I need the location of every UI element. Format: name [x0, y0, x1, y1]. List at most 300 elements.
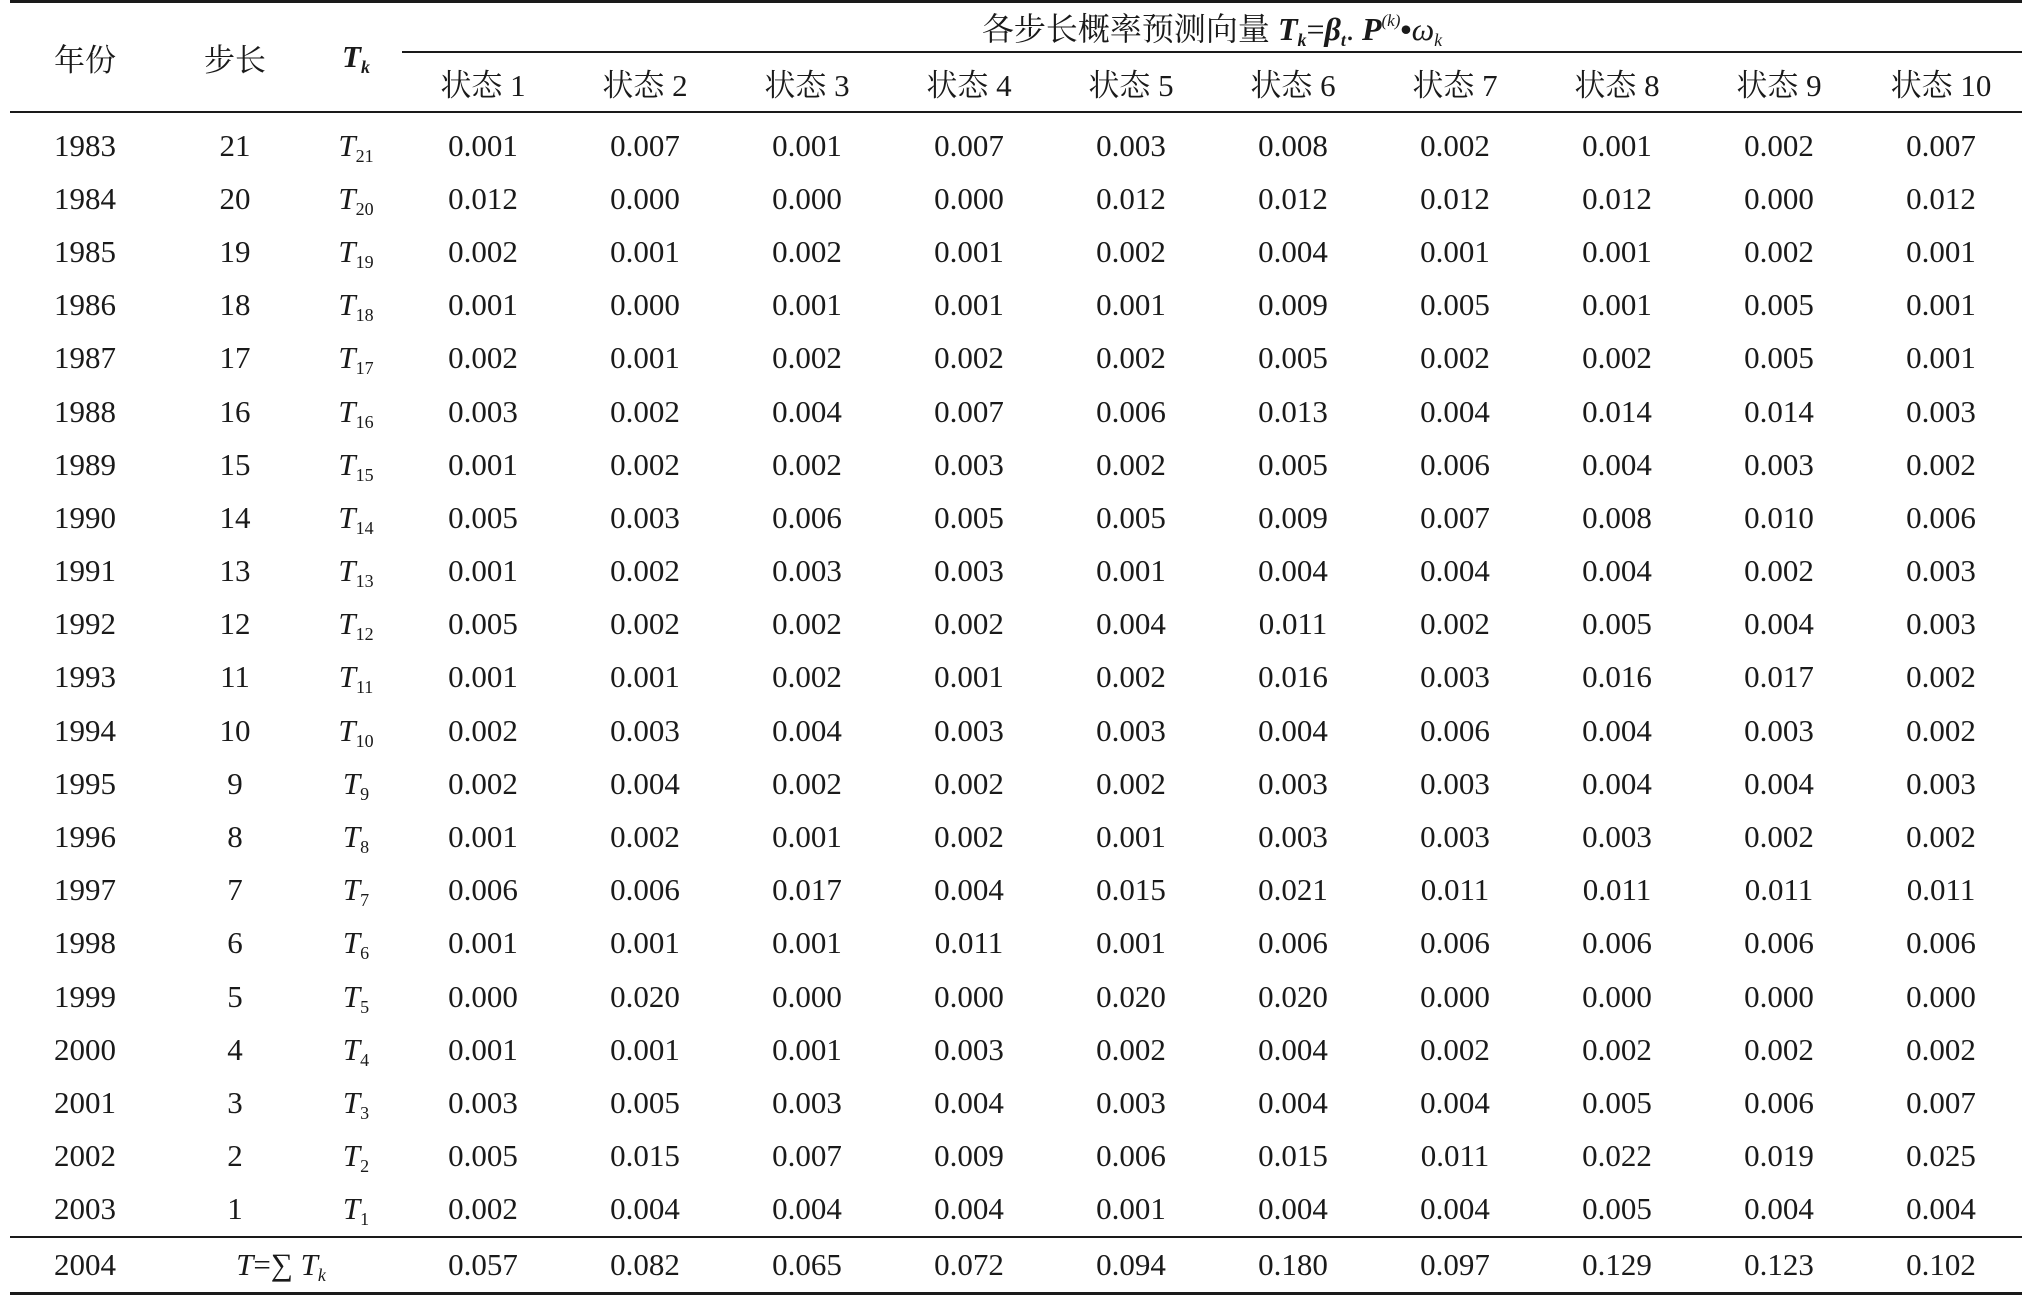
state-header-2: 状态 2	[564, 52, 726, 112]
state-value-cell: 0.002	[772, 233, 842, 269]
tk-cell: $T_4$	[342, 1031, 370, 1070]
state-value-cell: 0.006	[610, 872, 680, 908]
state-value-cell: 0.007	[934, 127, 1004, 163]
tk-cell: $T_{21}$	[338, 127, 374, 166]
state-value-cell: 0.004	[610, 1191, 680, 1227]
state-value-cell: 0.006	[1744, 1084, 1814, 1120]
step-cell: 4	[227, 1031, 243, 1067]
group-title: 各步长概率预测向量 $T_k=\beta_t$. $P^{(k)}•\omega_k$	[402, 2, 2022, 53]
state-value-cell: 0.003	[1906, 393, 1976, 429]
state-value-cell: 0.003	[1420, 659, 1490, 695]
state-value-cell: 0.004	[934, 1084, 1004, 1120]
state-value-cell: 0.003	[1744, 712, 1814, 748]
state-value-cell: 0.022	[1582, 1138, 1652, 1174]
state-value-cell: 0.009	[934, 1138, 1004, 1174]
state-value-cell: 0.005	[1582, 1191, 1652, 1227]
state-value-cell: 0.002	[1744, 1031, 1814, 1067]
table-row	[10, 1130, 2022, 1183]
state-value-cell: 0.002	[1744, 233, 1814, 269]
state-value-cell: 0.004	[1420, 1191, 1490, 1227]
state-value-cell: 0.001	[610, 340, 680, 376]
state-value-cell: 0.003	[610, 499, 680, 535]
total-value-cell: 0.097	[1374, 1237, 1536, 1294]
state-value-cell: 0.002	[1420, 340, 1490, 376]
total-value-cell: 0.102	[1860, 1237, 2022, 1294]
state-value-cell: 0.001	[448, 819, 518, 855]
state-value-cell: 0.020	[610, 978, 680, 1014]
tk-cell: $T_{11}$	[338, 659, 374, 698]
state-value-cell: 0.001	[1582, 287, 1652, 323]
state-value-cell: 0.000	[1906, 978, 1976, 1014]
state-value-cell: 0.004	[1744, 606, 1814, 642]
state-value-cell: 0.003	[1420, 819, 1490, 855]
state-value-cell: 0.000	[1744, 978, 1814, 1014]
total-value-cell: 0.180	[1212, 1237, 1374, 1294]
state-value-cell: 0.001	[772, 819, 842, 855]
state-value-cell: 0.002	[448, 233, 518, 269]
state-value-cell: 0.017	[772, 872, 842, 908]
state-value-cell: 0.003	[448, 1084, 518, 1120]
year-cell: 1990	[54, 499, 116, 535]
state-value-cell: 0.011	[934, 925, 1004, 961]
state-value-cell: 0.001	[1906, 340, 1976, 376]
state-value-cell: 0.002	[934, 765, 1004, 801]
total-value-cell: 0.123	[1698, 1237, 1860, 1294]
step-cell: 1	[227, 1191, 243, 1227]
table-row	[10, 279, 2022, 332]
group-title-text: 各步长概率预测向量	[981, 11, 1278, 47]
tk-cell: $T_1$	[342, 1191, 370, 1230]
state-value-cell: 0.003	[1906, 553, 1976, 589]
tk-cell: $T_2$	[342, 1138, 370, 1177]
state-value-cell: 0.004	[1906, 1191, 1976, 1227]
state-value-cell: 0.014	[1582, 393, 1652, 429]
state-value-cell: 0.004	[1744, 765, 1814, 801]
tk-cell: $T_{15}$	[338, 446, 374, 485]
state-value-cell: 0.000	[1582, 978, 1652, 1014]
year-cell: 1999	[54, 978, 116, 1014]
table-row	[10, 1183, 2022, 1237]
state-value-cell: 0.005	[1582, 1084, 1652, 1120]
state-header-7: 状态 7	[1374, 52, 1536, 112]
tk-cell: $T_{20}$	[338, 180, 374, 219]
total-label-cell: T=∑ $T_k$	[160, 1237, 402, 1294]
state-value-cell: 0.006	[1258, 925, 1328, 961]
year-cell: 1998	[54, 925, 116, 961]
state-value-cell: 0.011	[1906, 872, 1976, 908]
state-value-cell: 0.001	[448, 1031, 518, 1067]
state-value-cell: 0.011	[1258, 606, 1328, 642]
state-value-cell: 0.011	[1420, 872, 1490, 908]
state-value-cell: 0.003	[934, 712, 1004, 748]
state-value-cell: 0.002	[1744, 553, 1814, 589]
state-value-cell: 0.012	[1582, 180, 1652, 216]
tk-cell: $T_3$	[342, 1084, 370, 1123]
state-value-cell: 0.002	[1420, 127, 1490, 163]
state-value-cell: 0.001	[1582, 233, 1652, 269]
state-value-cell: 0.006	[1420, 712, 1490, 748]
step-cell: 15	[219, 446, 251, 482]
year-cell: 1984	[54, 180, 116, 216]
tk-cell: $T_{12}$	[338, 606, 374, 645]
state-value-cell: 0.005	[1258, 340, 1328, 376]
state-value-cell: 0.007	[1906, 1084, 1976, 1120]
state-value-cell: 0.005	[1258, 446, 1328, 482]
year-cell: 1995	[54, 765, 116, 801]
state-value-cell: 0.003	[934, 446, 1004, 482]
state-value-cell: 0.004	[1258, 233, 1328, 269]
step-cell: 9	[227, 765, 243, 801]
year-cell: 1988	[54, 393, 116, 429]
state-value-cell: 0.003	[1906, 765, 1976, 801]
state-value-cell: 0.006	[772, 499, 842, 535]
step-cell: 17	[219, 340, 251, 376]
state-value-cell: 0.002	[1096, 659, 1166, 695]
state-value-cell: 0.002	[610, 393, 680, 429]
state-value-cell: 0.002	[1906, 712, 1976, 748]
state-value-cell: 0.013	[1258, 393, 1328, 429]
tk-cell: $T_{14}$	[338, 499, 374, 538]
state-value-cell: 0.001	[448, 553, 518, 589]
state-value-cell: 0.000	[1744, 180, 1814, 216]
tk-cell: $T_{17}$	[338, 340, 374, 379]
state-value-cell: 0.002	[610, 606, 680, 642]
state-value-cell: 0.004	[1258, 712, 1328, 748]
step-header: 步长	[160, 2, 310, 113]
state-header-10: 状态 10	[1860, 52, 2022, 112]
state-value-cell: 0.002	[772, 659, 842, 695]
state-value-cell: 0.006	[1420, 925, 1490, 961]
state-value-cell: 0.002	[448, 765, 518, 801]
step-cell: 10	[219, 712, 251, 748]
state-value-cell: 0.012	[448, 180, 518, 216]
state-value-cell: 0.003	[1906, 606, 1976, 642]
table-header	[10, 2, 2022, 113]
state-value-cell: 0.005	[610, 1084, 680, 1120]
state-value-cell: 0.005	[934, 499, 1004, 535]
state-value-cell: 0.005	[448, 499, 518, 535]
state-value-cell: 0.016	[1582, 659, 1652, 695]
step-cell: 2	[227, 1138, 243, 1174]
state-value-cell: 0.002	[1420, 1031, 1490, 1067]
state-value-cell: 0.009	[1258, 287, 1328, 323]
state-value-cell: 0.002	[1744, 127, 1814, 163]
state-value-cell: 0.002	[610, 819, 680, 855]
step-cell: 12	[219, 606, 251, 642]
table-row	[10, 1076, 2022, 1129]
state-value-cell: 0.003	[1582, 819, 1652, 855]
state-value-cell: 0.020	[1258, 978, 1328, 1014]
state-value-cell: 0.002	[1744, 819, 1814, 855]
state-value-cell: 0.004	[1420, 553, 1490, 589]
state-value-cell: 0.004	[1420, 393, 1490, 429]
state-value-cell: 0.006	[1096, 1138, 1166, 1174]
state-value-cell: 0.000	[448, 978, 518, 1014]
step-cell: 16	[219, 393, 251, 429]
state-value-cell: 0.002	[772, 765, 842, 801]
state-value-cell: 0.001	[772, 1031, 842, 1067]
state-value-cell: 0.004	[1258, 1084, 1328, 1120]
state-value-cell: 0.003	[1096, 712, 1166, 748]
total-value-cell: 0.129	[1536, 1237, 1698, 1294]
state-value-cell: 0.004	[1420, 1084, 1490, 1120]
step-cell: 8	[227, 819, 243, 855]
state-value-cell: 0.004	[772, 1191, 842, 1227]
state-value-cell: 0.000	[772, 978, 842, 1014]
state-value-cell: 0.002	[934, 819, 1004, 855]
total-value-cell: 0.082	[564, 1237, 726, 1294]
state-value-cell: 0.005	[1096, 499, 1166, 535]
table-row	[10, 810, 2022, 863]
state-value-cell: 0.007	[934, 393, 1004, 429]
state-value-cell: 0.005	[448, 1138, 518, 1174]
state-value-cell: 0.000	[934, 180, 1004, 216]
state-value-cell: 0.002	[1906, 1031, 1976, 1067]
state-value-cell: 0.001	[610, 1031, 680, 1067]
state-value-cell: 0.002	[610, 553, 680, 589]
state-header-4: 状态 4	[888, 52, 1050, 112]
state-value-cell: 0.002	[448, 340, 518, 376]
year-cell: 1992	[54, 606, 116, 642]
state-value-cell: 0.015	[610, 1138, 680, 1174]
state-value-cell: 0.008	[1258, 127, 1328, 163]
state-value-cell: 0.003	[448, 393, 518, 429]
step-cell: 20	[219, 180, 251, 216]
state-value-cell: 0.006	[1096, 393, 1166, 429]
year-cell: 1991	[54, 553, 116, 589]
year-cell: 1996	[54, 819, 116, 855]
state-value-cell: 0.004	[934, 872, 1004, 908]
table-row	[10, 385, 2022, 438]
state-value-cell: 0.003	[1744, 446, 1814, 482]
table-row	[10, 704, 2022, 757]
table-row	[10, 112, 2022, 172]
state-value-cell: 0.002	[772, 446, 842, 482]
state-value-cell: 0.001	[610, 233, 680, 269]
state-value-cell: 0.012	[1096, 180, 1166, 216]
state-value-cell: 0.002	[1906, 819, 1976, 855]
state-header-3: 状态 3	[726, 52, 888, 112]
step-cell: 6	[227, 925, 243, 961]
state-value-cell: 0.011	[1582, 872, 1652, 908]
state-value-cell: 0.002	[772, 340, 842, 376]
tk-cell: $T_8$	[342, 819, 370, 858]
state-value-cell: 0.004	[1582, 712, 1652, 748]
tk-cell: $T_{13}$	[338, 553, 374, 592]
table-row	[10, 438, 2022, 491]
state-value-cell: 0.003	[1096, 127, 1166, 163]
step-cell: 19	[219, 233, 251, 269]
state-value-cell: 0.003	[1096, 1084, 1166, 1120]
state-value-cell: 0.002	[1096, 446, 1166, 482]
year-header: 年份	[10, 2, 160, 113]
year-cell: 2003	[54, 1191, 116, 1227]
state-value-cell: 0.002	[1906, 659, 1976, 695]
state-header-6: 状态 6	[1212, 52, 1374, 112]
state-value-cell: 0.011	[1420, 1138, 1490, 1174]
state-value-cell: 0.001	[1096, 287, 1166, 323]
state-value-cell: 0.001	[1096, 553, 1166, 589]
total-value-cell: 0.094	[1050, 1237, 1212, 1294]
state-value-cell: 0.001	[772, 127, 842, 163]
state-value-cell: 0.001	[1582, 127, 1652, 163]
state-value-cell: 0.012	[1258, 180, 1328, 216]
state-header-1: 状态 1	[402, 52, 564, 112]
year-cell: 1994	[54, 712, 116, 748]
state-value-cell: 0.002	[1096, 233, 1166, 269]
step-cell: 14	[219, 499, 251, 535]
state-value-cell: 0.004	[1582, 553, 1652, 589]
state-value-cell: 0.001	[1906, 287, 1976, 323]
state-value-cell: 0.004	[1258, 1191, 1328, 1227]
state-value-cell: 0.009	[1258, 499, 1328, 535]
state-value-cell: 0.007	[1420, 499, 1490, 535]
state-value-cell: 0.001	[448, 287, 518, 323]
state-value-cell: 0.016	[1258, 659, 1328, 695]
state-value-cell: 0.006	[448, 872, 518, 908]
step-cell: 21	[219, 127, 251, 163]
year-cell: 1987	[54, 340, 116, 376]
table-row	[10, 864, 2022, 917]
state-value-cell: 0.002	[448, 1191, 518, 1227]
total-value-cell: 0.072	[888, 1237, 1050, 1294]
state-value-cell: 0.005	[1744, 287, 1814, 323]
state-value-cell: 0.006	[1906, 925, 1976, 961]
step-cell: 7	[227, 872, 243, 908]
tk-cell: $T_{19}$	[338, 233, 374, 272]
state-value-cell: 0.005	[1582, 606, 1652, 642]
state-value-cell: 0.004	[772, 393, 842, 429]
state-value-cell: 0.001	[448, 925, 518, 961]
state-value-cell: 0.001	[610, 925, 680, 961]
total-row	[10, 1237, 2022, 1294]
step-cell: 18	[219, 287, 251, 323]
year-cell: 2000	[54, 1031, 116, 1067]
state-value-cell: 0.002	[1096, 340, 1166, 376]
state-value-cell: 0.005	[1744, 340, 1814, 376]
state-value-cell: 0.003	[934, 553, 1004, 589]
state-value-cell: 0.001	[934, 233, 1004, 269]
tk-cell: $T_6$	[342, 925, 370, 964]
state-value-cell: 0.002	[1096, 765, 1166, 801]
tk-cell: $T_9$	[342, 765, 370, 804]
state-value-cell: 0.011	[1744, 872, 1814, 908]
state-value-cell: 0.002	[1582, 1031, 1652, 1067]
year-cell: 2002	[54, 1138, 116, 1174]
state-header-5: 状态 5	[1050, 52, 1212, 112]
state-value-cell: 0.004	[772, 712, 842, 748]
state-value-cell: 0.007	[1906, 127, 1976, 163]
tk-cell: $T_{10}$	[338, 712, 374, 751]
state-value-cell: 0.003	[1258, 765, 1328, 801]
state-value-cell: 0.010	[1744, 499, 1814, 535]
tk-cell: $T_7$	[342, 872, 370, 911]
year-cell: 2001	[54, 1084, 116, 1120]
table-row	[10, 545, 2022, 598]
state-value-cell: 0.001	[1906, 233, 1976, 269]
state-value-cell: 0.012	[1420, 180, 1490, 216]
state-value-cell: 0.025	[1906, 1138, 1976, 1174]
state-value-cell: 0.005	[448, 606, 518, 642]
tk-cell: $T_{16}$	[338, 393, 374, 432]
state-value-cell: 0.003	[610, 712, 680, 748]
table-row	[10, 970, 2022, 1023]
step-cell: 3	[227, 1084, 243, 1120]
state-value-cell: 0.014	[1744, 393, 1814, 429]
table-row	[10, 491, 2022, 544]
table-row	[10, 1023, 2022, 1076]
state-value-cell: 0.007	[610, 127, 680, 163]
year-cell: 1983	[54, 127, 116, 163]
state-value-cell: 0.001	[448, 446, 518, 482]
state-value-cell: 0.000	[934, 978, 1004, 1014]
tk-cell: $T_5$	[342, 978, 370, 1017]
state-value-cell: 0.001	[772, 287, 842, 323]
total-year-cell: 2004	[10, 1237, 160, 1294]
state-value-cell: 0.001	[1420, 233, 1490, 269]
state-value-cell: 0.004	[934, 1191, 1004, 1227]
state-value-cell: 0.012	[1906, 180, 1976, 216]
state-value-cell: 0.004	[610, 765, 680, 801]
probability-forecast-table	[10, 0, 2022, 1295]
table-row	[10, 332, 2022, 385]
state-value-cell: 0.004	[1258, 553, 1328, 589]
state-value-cell: 0.003	[772, 553, 842, 589]
table-row	[10, 172, 2022, 225]
state-value-cell: 0.008	[1582, 499, 1652, 535]
table-container	[10, 0, 2022, 1295]
state-value-cell: 0.015	[1096, 872, 1166, 908]
tk-header: $T_k$	[310, 2, 402, 113]
state-value-cell: 0.002	[1420, 606, 1490, 642]
state-value-cell: 0.000	[610, 287, 680, 323]
step-cell: 11	[220, 659, 250, 695]
state-value-cell: 0.001	[448, 659, 518, 695]
state-value-cell: 0.001	[1096, 925, 1166, 961]
year-cell: 1985	[54, 233, 116, 269]
state-value-cell: 0.001	[772, 925, 842, 961]
total-value-cell: 0.065	[726, 1237, 888, 1294]
tk-cell: $T_{18}$	[338, 287, 374, 326]
state-value-cell: 0.000	[610, 180, 680, 216]
total-value-cell: 0.057	[402, 1237, 564, 1294]
step-cell: 13	[219, 553, 251, 589]
state-value-cell: 0.003	[934, 1031, 1004, 1067]
state-value-cell: 0.002	[1582, 340, 1652, 376]
state-value-cell: 0.006	[1420, 446, 1490, 482]
table-row	[10, 651, 2022, 704]
state-value-cell: 0.002	[448, 712, 518, 748]
year-cell: 1993	[54, 659, 116, 695]
state-value-cell: 0.004	[1582, 446, 1652, 482]
state-value-cell: 0.001	[1096, 1191, 1166, 1227]
state-value-cell: 0.015	[1258, 1138, 1328, 1174]
state-value-cell: 0.004	[1096, 606, 1166, 642]
state-header-9: 状态 9	[1698, 52, 1860, 112]
table-row	[10, 598, 2022, 651]
state-value-cell: 0.002	[934, 606, 1004, 642]
state-value-cell: 0.001	[934, 659, 1004, 695]
state-value-cell: 0.000	[772, 180, 842, 216]
step-cell: 5	[227, 978, 243, 1014]
state-value-cell: 0.003	[772, 1084, 842, 1120]
state-value-cell: 0.005	[1420, 287, 1490, 323]
year-cell: 1989	[54, 446, 116, 482]
state-value-cell: 0.004	[1582, 765, 1652, 801]
state-value-cell: 0.006	[1582, 925, 1652, 961]
year-cell: 1997	[54, 872, 116, 908]
state-value-cell: 0.001	[610, 659, 680, 695]
